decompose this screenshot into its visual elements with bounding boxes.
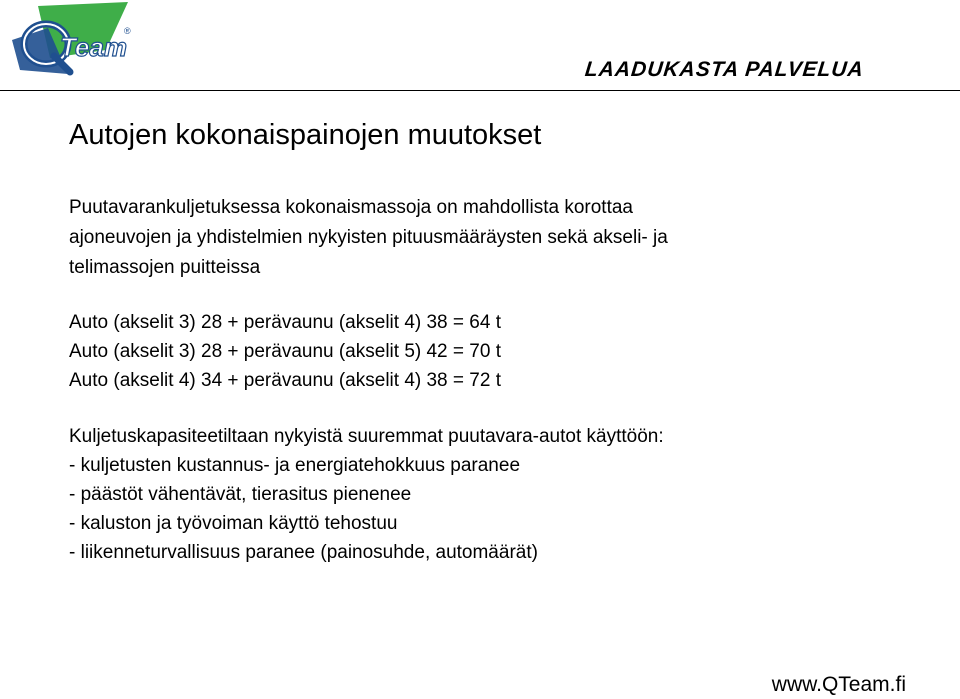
header-divider <box>0 90 960 91</box>
page-title: Autojen kokonaispainojen muutokset <box>69 119 542 151</box>
benefit-item: - kuljetusten kustannus- ja energiatehokkuus paranee <box>69 455 521 476</box>
footer-url: www.QTeam.fi <box>771 673 906 696</box>
intro-paragraph <box>69 193 869 283</box>
intro-line: ajoneuvojen ja yhdistelmien nykyisten pituusmääräysten sekä akseli- ja <box>69 227 668 248</box>
tagline: LAADUKASTA PALVELUA <box>584 58 866 81</box>
benefit-item: - kaluston ja työvoiman käyttö tehostuu <box>69 513 398 534</box>
formula-line: Auto (akselit 4) 34 + perävaunu (akselit 4) 38 = 72 t <box>69 370 501 391</box>
formula-line: Auto (akselit 3) 28 + perävaunu (akselit 4) 38 = 64 t <box>69 312 501 333</box>
weight-formulas <box>69 308 501 395</box>
benefit-item: - päästöt vähentävät, tierasitus pienenee <box>69 484 412 505</box>
benefits-list <box>69 422 664 567</box>
benefits-heading: Kuljetuskapasiteetiltaan nykyistä suuremmat puutavara-autot käyttöön: <box>69 426 664 447</box>
formula-line: Auto (akselit 3) 28 + perävaunu (akselit 5) 42 = 70 t <box>69 341 501 362</box>
qteam-logo <box>10 0 140 82</box>
logo-registered-mark: ® <box>124 26 131 36</box>
intro-line: Puutavarankuljetuksessa kokonaismassoja on mahdollista korottaa <box>69 197 633 218</box>
benefit-item: - liikenneturvallisuus paranee (painosuhde, automäärät) <box>69 542 538 563</box>
intro-line: telimassojen puitteissa <box>69 257 261 278</box>
logo-text: Team <box>60 32 127 62</box>
